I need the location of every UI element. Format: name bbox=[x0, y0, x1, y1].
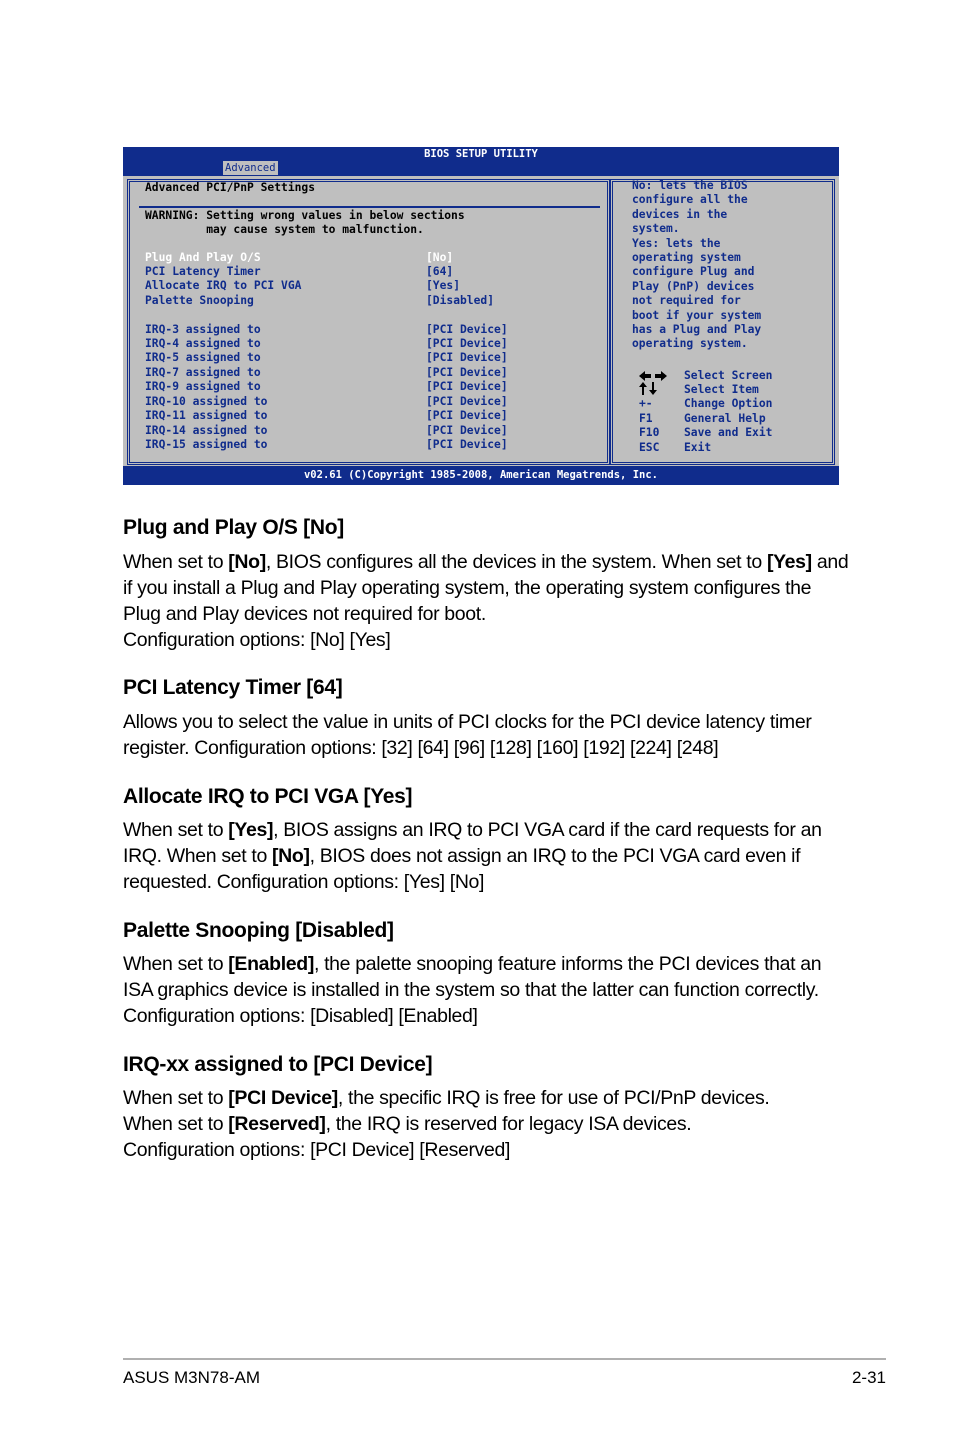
key-desc-select-item: Select Item bbox=[684, 383, 759, 396]
bios-option-value[interactable]: [No] bbox=[426, 251, 454, 264]
para-palette-snooping: When set to [Enabled], the palette snooping feature informs the PCI devices that an ISA graphics device is installed in the system so that the latter can function correctly. Configuration options: [Disabled] [Enabled] bbox=[123, 953, 822, 1027]
footer-model: ASUS M3N78-AM bbox=[123, 1368, 260, 1387]
bios-divider bbox=[139, 206, 600, 208]
bios-irq-item[interactable]: IRQ-11 assigned to bbox=[145, 409, 268, 422]
para-pci-latency: Allows you to select the value in units of PCI clocks for the PCI device latency timer register. Configuration options: [32] [64] [96] [128] [160] [192] [224] [248] bbox=[123, 711, 812, 759]
bios-option-value[interactable]: [64] bbox=[426, 265, 454, 278]
key-desc-select-screen: Select Screen bbox=[684, 369, 773, 382]
bios-option-value[interactable]: [Disabled] bbox=[426, 294, 495, 307]
para-plug-and-play: When set to [No], BIOS configures all the devices in the system. When set to [Yes] and if you install a Plug and Play operating system, the operating system configures the Plug and Play devices not required for boot. Configuration options: [No] [Yes] bbox=[123, 551, 849, 651]
bios-section-title: Advanced PCI/PnP Settings bbox=[145, 181, 316, 194]
key-f1: F1 bbox=[639, 412, 653, 425]
bios-option-value[interactable]: [Yes] bbox=[426, 279, 461, 292]
bios-irq-item[interactable]: IRQ-9 assigned to bbox=[145, 380, 261, 393]
bios-screenshot bbox=[123, 147, 839, 485]
key-desc-exit: Exit bbox=[684, 441, 712, 454]
bios-irq-value[interactable]: [PCI Device] bbox=[426, 366, 508, 379]
bios-help-text: No: lets the BIOS configure all the devices in the system. Yes: lets the operating system configure Plug and Play (PnP) devices not required for boot if your system has a Plug and Play operating system. bbox=[632, 179, 762, 351]
key-plus-minus: +- bbox=[639, 397, 653, 410]
heading-pci-latency: PCI Latency Timer [64] bbox=[123, 676, 343, 699]
arrows-left-right-icon bbox=[639, 370, 667, 382]
bios-irq-item[interactable]: IRQ-4 assigned to bbox=[145, 337, 261, 350]
bios-irq-value[interactable]: [PCI Device] bbox=[426, 438, 508, 451]
bios-irq-value[interactable]: [PCI Device] bbox=[426, 424, 508, 437]
bios-copyright: v02.61 (C)Copyright 1985-2008, American Megatrends, Inc. bbox=[303, 469, 658, 481]
bios-irq-value[interactable]: [PCI Device] bbox=[426, 351, 508, 364]
arrows-up-down-icon bbox=[639, 382, 659, 395]
key-esc: ESC bbox=[639, 441, 660, 454]
heading-allocate-irq: Allocate IRQ to PCI VGA [Yes] bbox=[123, 785, 413, 808]
key-desc-change-option: Change Option bbox=[684, 397, 773, 410]
bios-irq-value[interactable]: [PCI Device] bbox=[426, 409, 508, 422]
heading-irq-assigned: IRQ-xx assigned to [PCI Device] bbox=[123, 1053, 433, 1076]
para-allocate-irq: When set to [Yes], BIOS assigns an IRQ to PCI VGA card if the card requests for an IRQ. When set to [No], BIOS does not assign an IRQ to the PCI VGA card even if requested. Configuration options: [Yes] [No] bbox=[123, 819, 822, 893]
bios-irq-value[interactable]: [PCI Device] bbox=[426, 395, 508, 408]
page-number: 2-31 bbox=[851, 1368, 886, 1387]
bios-irq-item[interactable]: IRQ-3 assigned to bbox=[145, 323, 261, 336]
bios-irq-value[interactable]: [PCI Device] bbox=[426, 337, 508, 350]
bios-irq-item[interactable]: IRQ-14 assigned to bbox=[145, 424, 268, 437]
bios-irq-item[interactable]: IRQ-7 assigned to bbox=[145, 366, 261, 379]
footer-divider bbox=[123, 1358, 886, 1360]
bios-irq-item[interactable]: IRQ-5 assigned to bbox=[145, 351, 261, 364]
bios-option-palette-snooping[interactable]: Palette Snooping bbox=[145, 294, 254, 307]
heading-plug-and-play: Plug and Play O/S [No] bbox=[123, 516, 344, 539]
bios-title: BIOS SETUP UTILITY bbox=[424, 148, 538, 160]
heading-palette-snooping: Palette Snooping [Disabled] bbox=[123, 919, 394, 942]
bios-option-allocate-irq[interactable]: Allocate IRQ to PCI VGA bbox=[145, 279, 302, 292]
key-desc-general-help: General Help bbox=[684, 412, 766, 425]
key-desc-save-exit: Save and Exit bbox=[684, 426, 773, 439]
bios-option-plug-and-play[interactable]: Plug And Play O/S bbox=[145, 251, 261, 264]
bios-irq-value[interactable]: [PCI Device] bbox=[426, 323, 508, 336]
bios-irq-item[interactable]: IRQ-15 assigned to bbox=[145, 438, 268, 451]
key-f10: F10 bbox=[639, 426, 660, 439]
para-irq-assigned: When set to [PCI Device], the specific IRQ is free for use of PCI/PnP devices. When set to [Reserved], the IRQ is reserved for legacy ISA devices. Configuration options: [PCI Device] [Reserved] bbox=[123, 1087, 770, 1161]
bios-warning: WARNING: Setting wrong values in below sections may cause system to malfunction. bbox=[145, 209, 465, 237]
bios-option-pci-latency[interactable]: PCI Latency Timer bbox=[145, 265, 261, 278]
bios-irq-item[interactable]: IRQ-10 assigned to bbox=[145, 395, 268, 408]
bios-irq-value[interactable]: [PCI Device] bbox=[426, 380, 508, 393]
bios-tab-advanced[interactable]: Advanced bbox=[225, 162, 276, 174]
